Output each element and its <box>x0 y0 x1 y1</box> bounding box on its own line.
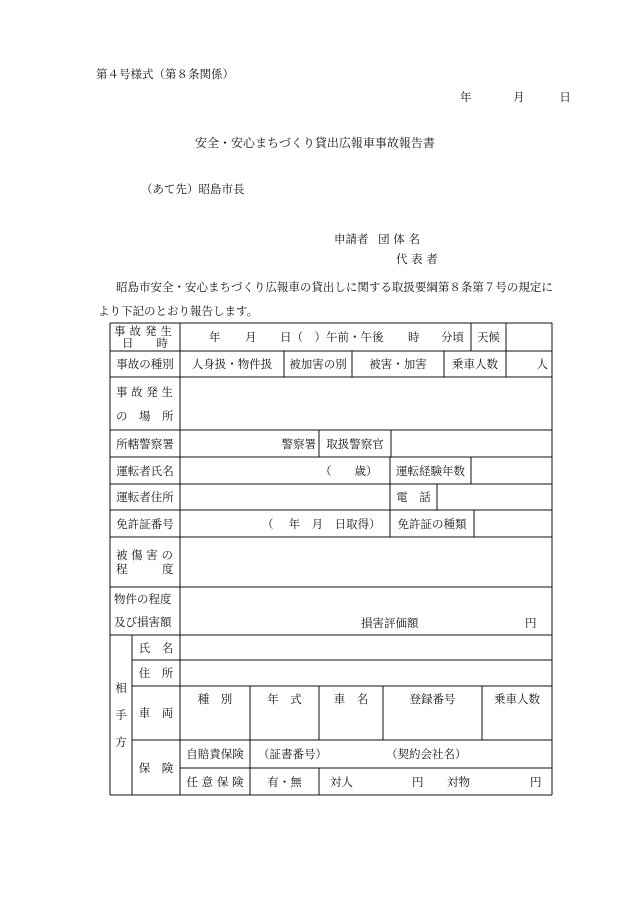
victim-offender-value: 被害・加害 <box>369 357 427 371</box>
date-day-label: 日 <box>559 90 571 104</box>
license-number-label: 免許証番号 <box>116 516 174 531</box>
vehicle-col-year: 年 式 <box>267 692 302 706</box>
accident-hour: 時 <box>408 330 420 344</box>
accident-datetime-label-line2: 日 時 <box>122 336 168 350</box>
license-acquired-date: （ 年 月 日取得） <box>262 516 381 531</box>
other-party-address-label: 住 所 <box>138 666 174 680</box>
vehicle-col-type: 種 別 <box>197 692 233 706</box>
passengers-unit: 人 <box>536 357 548 371</box>
license-type-label: 免許証の種類 <box>397 516 467 531</box>
applicant-label: 申請者 <box>334 232 369 246</box>
injury-degree-label <box>116 537 176 587</box>
addressee: （あて先）昭島市長 <box>141 182 245 196</box>
voluntary-insurance-label: 任 意 保 険 <box>186 774 244 789</box>
driving-experience-label: 運転経験年数 <box>396 463 465 478</box>
other-party-label-char2: 手 <box>115 708 127 722</box>
date-year-label: 年 <box>460 90 472 104</box>
passengers-label: 乗車人数 <box>452 357 498 371</box>
accident-datetime-label-line1: 事故発生 <box>114 324 176 338</box>
police-station-suffix: 警察署 <box>281 436 316 451</box>
accident-type-label: 事故の種別 <box>116 357 174 371</box>
group-name-label: 団 体 名 <box>378 232 420 246</box>
accident-ampm: 午前・午後 <box>326 330 384 344</box>
property-damage-label-line1: 物件の程度 <box>114 592 172 606</box>
insurer-name-label: （契約会社名） <box>386 747 467 761</box>
representative-label: 代 表 者 <box>396 252 438 266</box>
damage-assessment-label: 損害評価額 <box>361 616 419 630</box>
personal-coverage-yen: 円 <box>412 774 424 789</box>
phone-label: 電 話 <box>396 490 431 504</box>
location-label <box>116 377 176 430</box>
document-title: 安全・安心まちづくり貸出広報車事故報告書 <box>195 136 435 150</box>
vehicle-col-passengers: 乗車人数 <box>494 692 540 706</box>
injury-degree-label-line2: 程 度 <box>116 562 174 576</box>
voluntary-insurance-yes-no: 有・無 <box>267 774 302 789</box>
property-damage-label-line2: 及び損害額 <box>114 615 172 629</box>
property-coverage-yen: 円 <box>530 774 542 789</box>
officer-label: 取扱警察官 <box>326 436 384 451</box>
damage-assessment-yen: 円 <box>525 616 537 630</box>
police-station-label: 所轄警察署 <box>116 436 174 451</box>
accident-month: 月 <box>245 330 257 344</box>
other-party-label-char3: 方 <box>115 735 127 749</box>
personal-coverage-label: 対人 <box>330 774 353 789</box>
other-party-vehicle-label: 車 両 <box>138 706 174 720</box>
compulsory-insurance-label: 自賠責保険 <box>186 747 244 761</box>
property-damage-label <box>114 587 180 635</box>
driver-address-label: 運転者住所 <box>116 490 174 504</box>
location-label-line2: の 場 所 <box>116 408 174 423</box>
weather-label: 天候 <box>477 330 500 344</box>
location-label-line1: 事 故 発 生 <box>116 384 173 399</box>
other-party-label <box>110 680 132 750</box>
property-coverage-label: 対物 <box>447 774 470 789</box>
other-party-name-label: 氏 名 <box>138 640 174 655</box>
vehicle-col-name: 車 名 <box>333 692 369 706</box>
accident-day: 日（ ） <box>280 330 326 344</box>
vehicle-col-registration: 登録番号 <box>409 692 456 706</box>
other-party-insurance-label: 保 険 <box>138 760 174 775</box>
body-text: 昭島市安全・安心まちづくり広報車の貸出しに関する取扱要綱第８条第７号の規定により下記のとおり報告します。 <box>98 280 553 318</box>
accident-minute: 分頃 <box>441 330 464 344</box>
other-party-label-char1: 相 <box>115 681 127 695</box>
accident-datetime-label <box>110 323 180 351</box>
date-month-label: 月 <box>513 90 525 104</box>
driver-name-label: 運転者氏名 <box>116 463 174 478</box>
injury-degree-label-line1: 被 傷 害 の <box>116 548 173 562</box>
accident-type-value: 人身扱・物件扱 <box>191 357 273 371</box>
victim-offender-label: 被加害の別 <box>289 357 347 371</box>
certificate-number-label: （証書番号） <box>258 747 327 761</box>
accident-year: 年 <box>209 330 221 344</box>
driver-age: （ 歳） <box>320 463 378 478</box>
form-number: 第４号様式（第８条関係） <box>96 67 234 81</box>
